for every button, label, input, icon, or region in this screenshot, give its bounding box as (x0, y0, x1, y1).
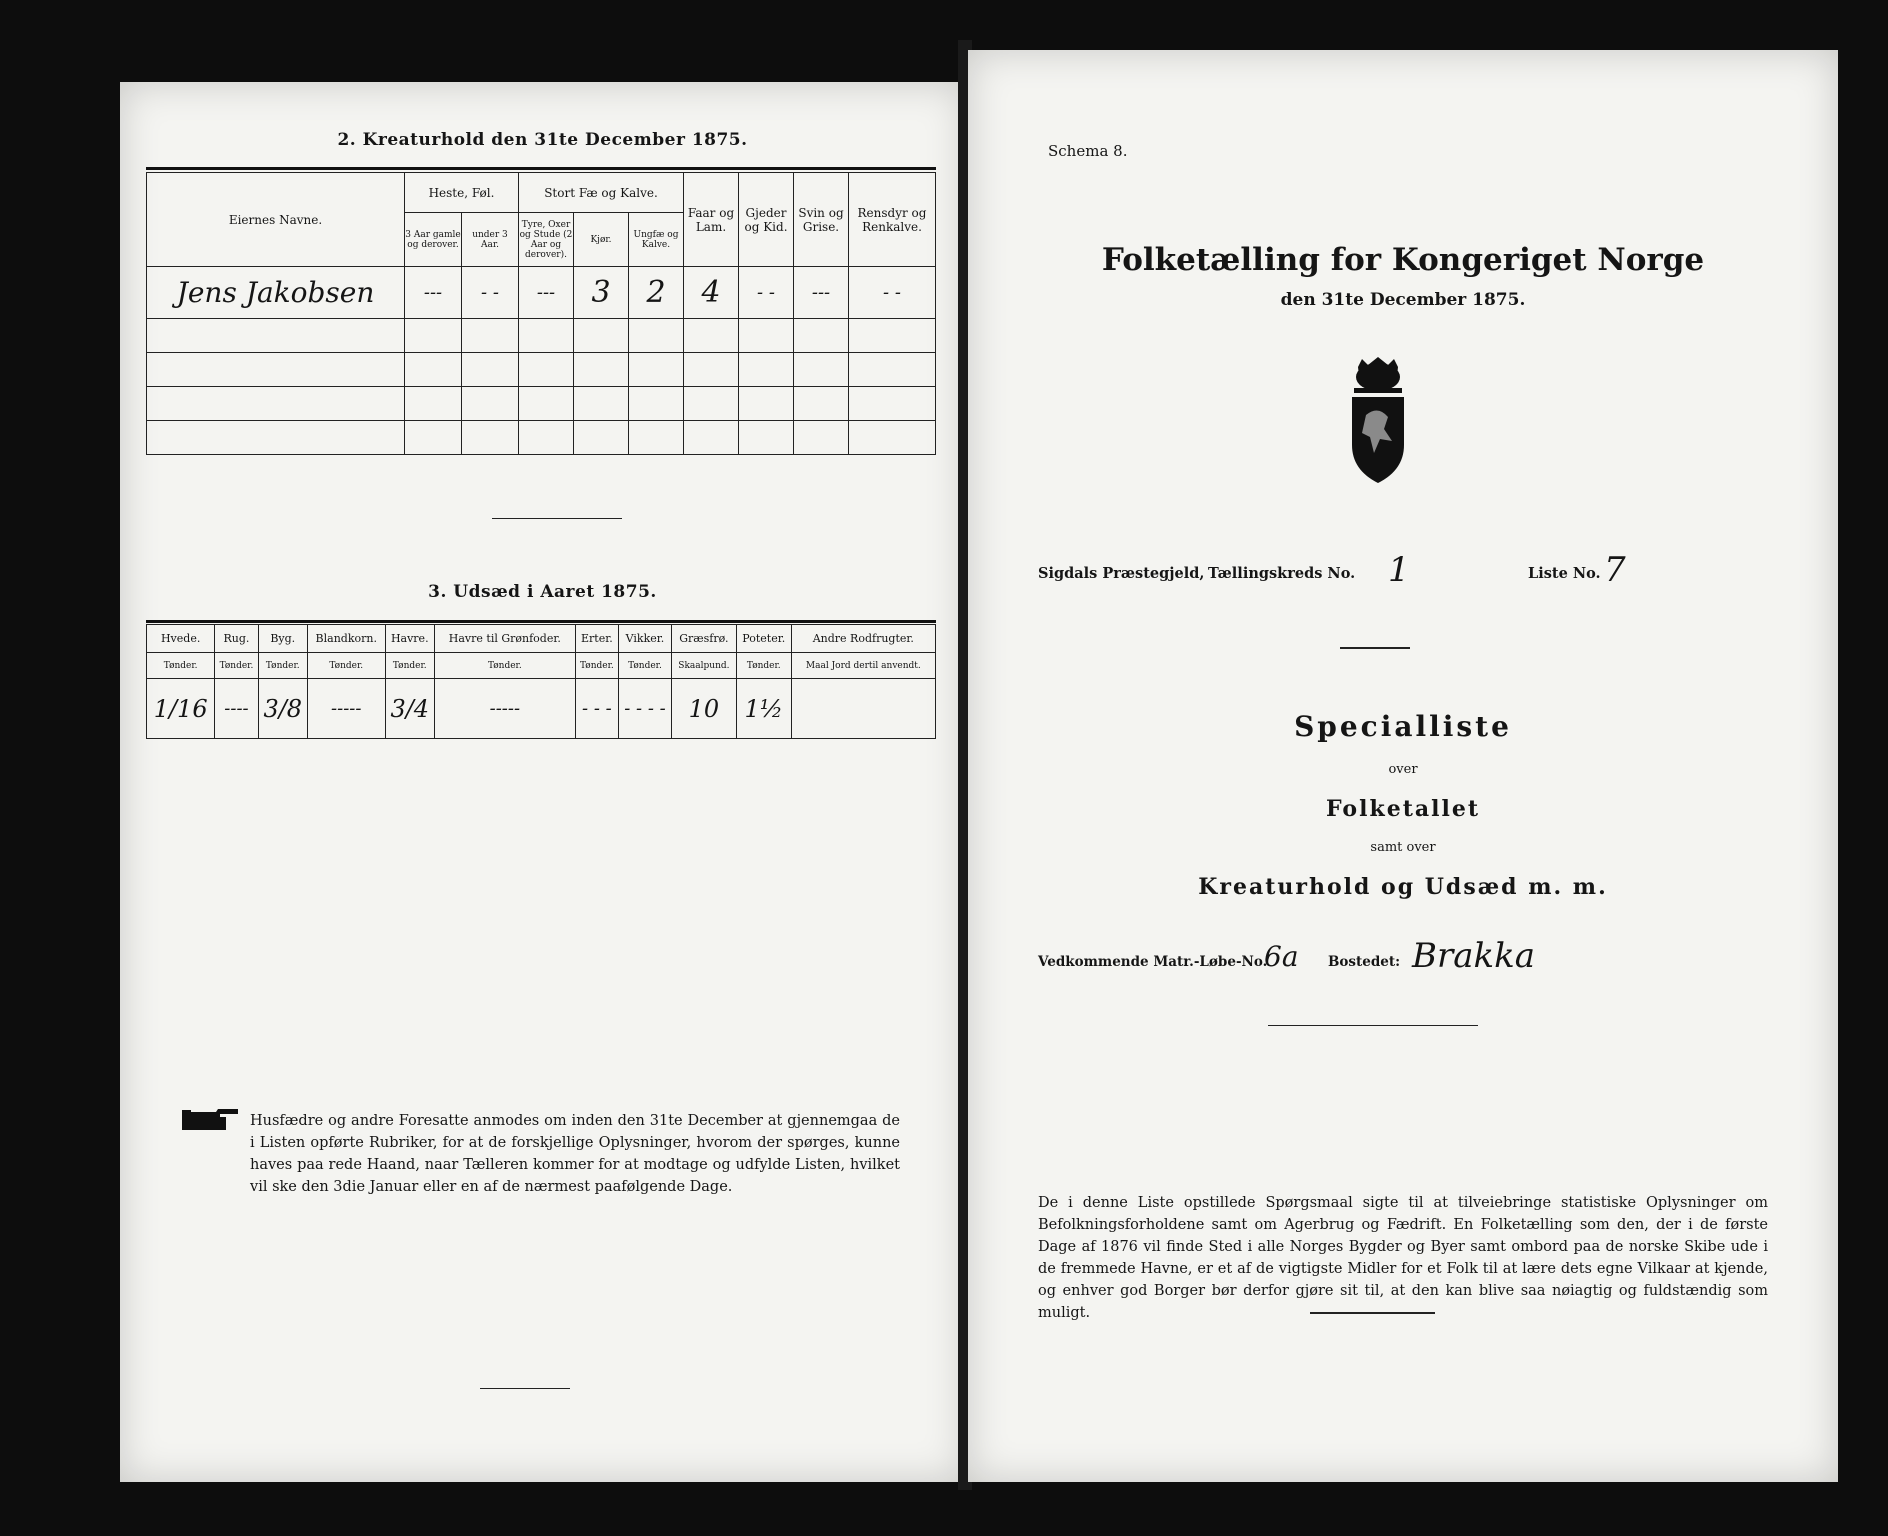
table-row (147, 267, 936, 319)
seed-value: 1/16 (147, 679, 215, 739)
matr-value: 6a (1264, 940, 1299, 973)
seed-header: Havre til Grønfoder. (434, 625, 575, 653)
seed-value: 1½ (736, 679, 791, 739)
cell-sheep: 4 (684, 267, 739, 319)
specialliste-heading: Specialliste (1294, 710, 1512, 743)
seed-value: - - - - (619, 679, 672, 739)
seed-unit: Maal Jord dertil anvendt. (791, 653, 935, 679)
seed-value: 10 (671, 679, 736, 739)
seed-header-row (147, 625, 936, 653)
seed-header: Poteter. (736, 625, 791, 653)
district-number: 1 (1388, 550, 1410, 590)
seed-header: Byg. (258, 625, 307, 653)
cell-young-cattle: 2 (629, 267, 684, 319)
pointing-hand-icon (182, 1107, 240, 1137)
seed-header: Hvede. (147, 625, 215, 653)
right-notice: De i denne Liste opstillede Spørgsmaal sigte til at tilveiebringe statistiske Oplysninger om Befolkningsforholdene samt om Agerbrug og Fædrift. En Folketælling som den, der i de første Dage af 1876 vil finde Sted i alle Norges Bygder og Byer samt ombord paa de norske Skibe ude i de fremmede Havne, er et af de vigtigste Midler for et Folk til at lære dets egne Vilkaar at kjende, og enhver god Borger bør derfor gjøre sit til, at den kan blive saa nøiagtig og fuldstændig som muligt. (1038, 1195, 1768, 1321)
district-label: Tællingskreds No. (1208, 565, 1356, 582)
left-notice: Husfædre og andre Foresatte anmodes om inden den 31te December at gjennemgaa de i Listen opførte Rubriker, for at de forskjellige Oplysninger, hvorom der spørges, kunne haves paa rede Haand, naar Tælleren kommer for at modtage og udfylde Listen, hvilket vil ske den 3die Januar eller en af de nærmest paafølgende Dage. (250, 1113, 900, 1195)
pigs-header: Svin og Grise. (794, 173, 849, 267)
seed-value: ----- (307, 679, 385, 739)
seed-value: 3/8 (258, 679, 307, 739)
seed-value: ----- (434, 679, 575, 739)
cows-header: Kjør. (574, 213, 629, 267)
cell-cows: 3 (574, 267, 629, 319)
bosted-label: Bostedet: (1328, 954, 1401, 970)
seed-header: Andre Rodfrugter. (791, 625, 935, 653)
bulls-header: Tyre, Oxer og Stude (2 Aar og derover). (519, 213, 574, 267)
section3-title: 3. Udsæd i Aaret 1875. (428, 582, 657, 602)
seed-value (791, 679, 935, 739)
table-row (147, 353, 936, 387)
norwegian-coat-of-arms-icon (1340, 355, 1416, 489)
seed-unit-row (147, 653, 936, 679)
census-title: Folketælling for Kongeriget Norge (1101, 242, 1705, 278)
table-row (147, 421, 936, 455)
seed-header: Blandkorn. (307, 625, 385, 653)
owner-name: Jens Jakobsen (147, 267, 405, 319)
seed-header: Rug. (215, 625, 258, 653)
left-page (120, 82, 965, 1482)
parish-label: Sigdals Præstegjeld, (1038, 565, 1205, 582)
seed-header: Havre. (385, 625, 434, 653)
seed-unit: Tønder. (736, 653, 791, 679)
seed-unit: Tønder. (385, 653, 434, 679)
seed-unit: Tønder. (147, 653, 215, 679)
seed-unit: Tønder. (575, 653, 618, 679)
seed-header: Erter. (575, 625, 618, 653)
matr-label: Vedkommende Matr.-Løbe-No. (1038, 954, 1268, 970)
seed-table (146, 624, 936, 739)
census-subtitle: den 31te December 1875. (1280, 290, 1526, 310)
seed-value: ---- (215, 679, 258, 739)
list-number: 7 (1604, 550, 1626, 590)
bosted-value: Brakka (1412, 936, 1535, 976)
livestock-table (146, 172, 936, 455)
seed-unit: Tønder. (307, 653, 385, 679)
over-label-1: over (1388, 762, 1418, 777)
cell-reindeer: - - (849, 267, 936, 319)
samt-over-label: samt over (1370, 840, 1436, 855)
section2-title: 2. Kreaturhold den 31te December 1875. (337, 130, 748, 150)
horses-old-header: 3 Aar gamle og derover. (405, 213, 462, 267)
seed-unit: Tønder. (619, 653, 672, 679)
sheep-header: Faar og Lam. (684, 173, 739, 267)
cell-bulls: --- (519, 267, 574, 319)
seed-unit: Tønder. (258, 653, 307, 679)
table-row (147, 679, 936, 739)
cell-pigs: --- (794, 267, 849, 319)
cell-horses-young: - - (462, 267, 519, 319)
table-row (147, 387, 936, 421)
seed-value: - - - (575, 679, 618, 739)
seed-header: Vikker. (619, 625, 672, 653)
cell-goats: - - (739, 267, 794, 319)
goats-header: Gjeder og Kid. (739, 173, 794, 267)
young-cattle-header: Ungfæ og Kalve. (629, 213, 684, 267)
seed-header: Græsfrø. (671, 625, 736, 653)
folketallet-heading: Folketallet (1326, 796, 1480, 822)
reindeer-header: Rensdyr og Renkalve. (849, 173, 936, 267)
list-label: Liste No. (1528, 565, 1601, 582)
table-row (147, 319, 936, 353)
seed-value: 3/4 (385, 679, 434, 739)
seed-unit: Tønder. (215, 653, 258, 679)
schema-label: Schema 8. (1048, 142, 1128, 160)
cattle-header: Stort Fæ og Kalve. (519, 173, 684, 213)
seed-unit: Tønder. (434, 653, 575, 679)
kreatur-heading: Kreaturhold og Udsæd m. m. (1198, 874, 1608, 900)
right-page (968, 50, 1838, 1482)
cell-horses-old: --- (405, 267, 462, 319)
seed-unit: Skaalpund. (671, 653, 736, 679)
horses-header: Heste, Føl. (405, 173, 519, 213)
horses-young-header: under 3 Aar. (462, 213, 519, 267)
owner-header: Eiernes Navne. (147, 173, 405, 267)
